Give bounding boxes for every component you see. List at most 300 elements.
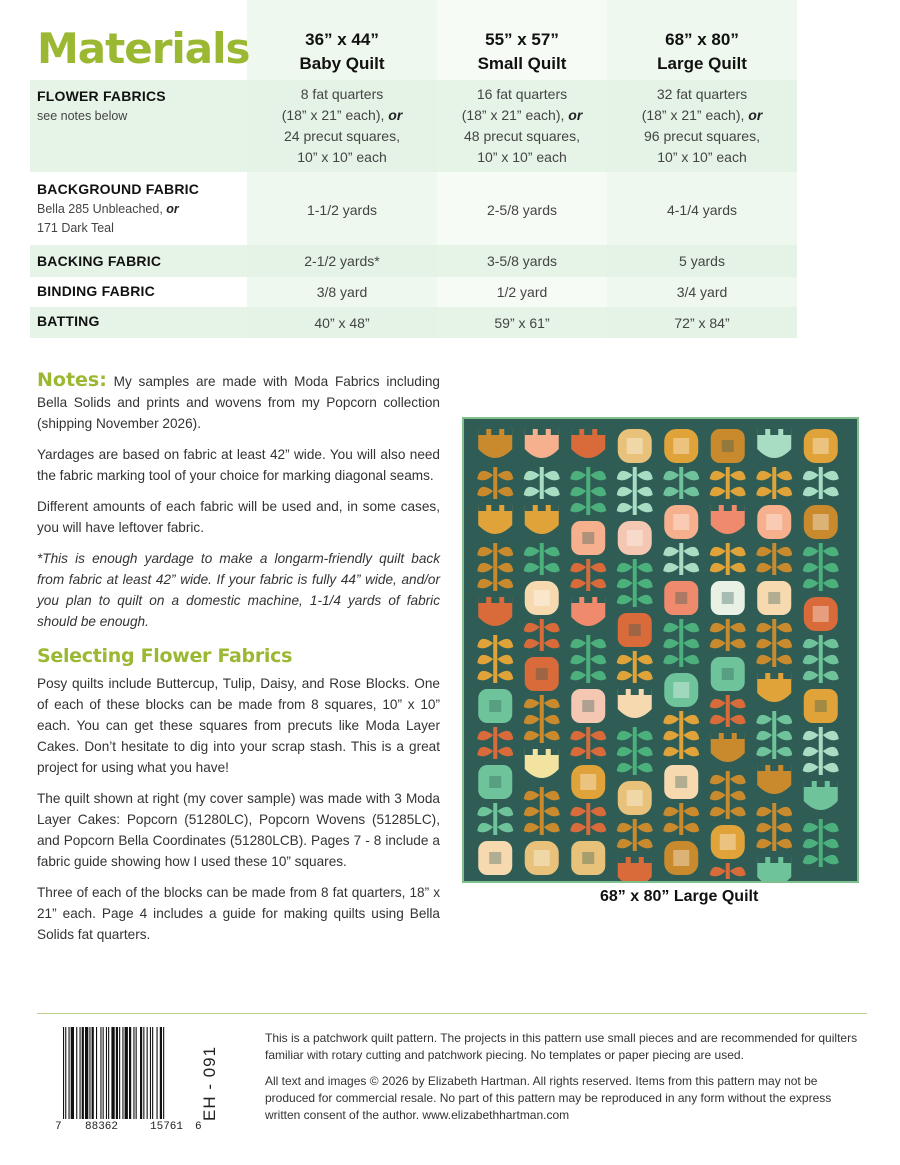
quilt-patch (803, 747, 819, 757)
quilt-patch (633, 667, 637, 683)
quilt-patch (477, 747, 493, 757)
quilt-patch (536, 668, 548, 680)
quilt-patch (710, 807, 726, 817)
quilt-patch (617, 763, 633, 773)
quilt-patch (633, 743, 637, 759)
quilt-patch (757, 765, 765, 771)
quilt-patch (803, 655, 819, 665)
column-size: 55” x 57” (485, 30, 559, 49)
quilt-patch (570, 671, 586, 681)
quilt-patch (757, 857, 765, 863)
quilt-patch (730, 715, 746, 725)
quilt-patch (803, 579, 819, 589)
quilt-patch (663, 563, 679, 573)
quilt-patch (590, 563, 606, 573)
barcode-bar (160, 1027, 162, 1119)
quilt-patch (597, 429, 605, 435)
quilt-patch (756, 487, 772, 497)
quilt-patch (633, 759, 637, 775)
cell-or: or (568, 107, 583, 123)
notes-section (37, 370, 440, 955)
quilt-patch (776, 715, 792, 725)
quilt-patch (776, 731, 792, 741)
column-header-small (427, 28, 617, 76)
quilt-patch (570, 579, 586, 589)
barcode-bar (119, 1027, 120, 1119)
quilt-patch (590, 807, 606, 817)
quilt-patch (722, 592, 734, 604)
quilt-patch (582, 852, 594, 864)
quilt-patch (726, 483, 730, 499)
quilt-patch (477, 639, 493, 649)
quilt-patch (726, 787, 730, 803)
quilt-patch (722, 668, 734, 680)
quilt-patch (617, 579, 633, 589)
quilt-patch (477, 823, 493, 833)
quilt-patch (803, 471, 819, 481)
cell-flower-large (607, 84, 797, 168)
quilt-patch (637, 655, 653, 665)
quilt-patch (819, 559, 823, 575)
quilt-patch (757, 429, 765, 435)
quilt-patch (683, 823, 699, 833)
quilt-patch (497, 671, 513, 681)
quilt-patch (819, 635, 823, 651)
quilt-patch (493, 727, 497, 743)
quilt-patch (497, 747, 513, 757)
quilt-patch (730, 563, 746, 573)
quilt-patch (524, 823, 540, 833)
barcode-digit: 6 (195, 1121, 202, 1133)
quilt-patch (617, 671, 633, 681)
quilt-patch (544, 487, 560, 497)
cell-or: or (388, 107, 403, 123)
barcode-bar (80, 1027, 81, 1119)
cell-binding-baby: 3/8 yard (316, 284, 368, 300)
quilt-patch (637, 471, 653, 481)
quilt-patch (497, 807, 513, 817)
quilt-patch (544, 731, 560, 741)
quilt-patch (730, 699, 746, 709)
quilt-patch (711, 733, 719, 739)
quilt-patch (783, 429, 791, 435)
footer-divider (37, 1013, 867, 1014)
cell-batting-large: 72” x 84” (674, 315, 730, 331)
barcode-bar (65, 1027, 66, 1119)
barcode-bar (157, 1027, 158, 1119)
quilt-patch (524, 699, 540, 709)
quilt-patch (637, 823, 653, 833)
quilt-patch (493, 467, 497, 483)
quilt-patch (776, 487, 792, 497)
quilt-patch (683, 715, 699, 725)
quilt-patch (776, 823, 792, 833)
quilt-patch (756, 547, 772, 557)
quilt-patch (586, 635, 590, 651)
cell-backing-large: 5 yards (679, 253, 725, 269)
quilt-patch (477, 671, 493, 681)
quilt-patch (830, 781, 838, 787)
quilt-patch (524, 731, 540, 741)
quilt-patch (724, 733, 732, 739)
quilt-patch (590, 471, 606, 481)
cell-backing-small: 3-5/8 yards (486, 253, 558, 269)
quilt-patch (722, 440, 734, 452)
quilt-patch (819, 851, 823, 867)
quilt-patch (525, 429, 533, 435)
quilt-patch (586, 483, 590, 499)
quilt-patch (683, 655, 699, 665)
quilt-patch (679, 727, 683, 743)
quilt-patch (803, 639, 819, 649)
notes-text: My samples are made with Moda Fabrics including Bella Solids and prints and wovens from my Popcorn collection (shipping November 2026). (37, 374, 440, 431)
barcode-digit: 7 (55, 1121, 62, 1133)
quilt-patch (803, 487, 819, 497)
quilt-patch (710, 547, 726, 557)
quilt-patch (679, 743, 683, 759)
quilt-patch (570, 563, 586, 573)
quilt-patch (663, 747, 679, 757)
quilt-patch (823, 563, 839, 573)
quilt-patch (497, 731, 513, 741)
quilt-patch (637, 579, 653, 589)
row-sub-text: 171 Dark Teal (37, 221, 114, 235)
quilt-patch (493, 743, 497, 759)
quilt-patch (823, 547, 839, 557)
quilt-patch (478, 505, 486, 511)
quilt-patch (772, 743, 776, 759)
quilt-patch (617, 823, 633, 833)
quilt-patch (586, 743, 590, 759)
quilt-patch (776, 639, 792, 649)
quilt-patch (730, 867, 746, 877)
quilt-patch (493, 559, 497, 575)
quilt-patch (819, 467, 823, 483)
cell-batting-baby: 40” x 48” (314, 315, 370, 331)
quilt-patch (590, 655, 606, 665)
quilt-patch (772, 651, 776, 667)
quilt-patch (776, 623, 792, 633)
quilt-patch (663, 639, 679, 649)
quilt-patch (819, 543, 823, 559)
quilt-patch (710, 791, 726, 801)
quilt-patch (823, 763, 839, 773)
quilt-patch (679, 559, 683, 575)
quilt-patch (772, 467, 776, 483)
quilt-patch (783, 765, 791, 771)
quilt-patch (637, 763, 653, 773)
quilt-patch (524, 547, 540, 557)
quilt-patch (803, 563, 819, 573)
cell-line: 10” x 10” each (657, 149, 747, 165)
quilt-patch (756, 715, 772, 725)
quilt-patch (663, 823, 679, 833)
quilt-patch (813, 606, 829, 622)
barcode-bar (133, 1027, 134, 1119)
quilt-patch (544, 823, 560, 833)
quilt-patch (633, 499, 637, 515)
quilt-patch (637, 595, 653, 605)
barcode-bar (96, 1027, 97, 1119)
quilt-patch (540, 543, 544, 559)
quilt-patch (683, 623, 699, 633)
quilt-patch (819, 743, 823, 759)
quilt-patch (663, 487, 679, 497)
column-size: 36” x 44” (305, 30, 379, 49)
quilt-patch (776, 655, 792, 665)
quilt-patch (776, 471, 792, 481)
quilt-patch (477, 547, 493, 557)
quilt-patch (756, 823, 772, 833)
quilt-patch (726, 635, 730, 651)
barcode-bar (136, 1027, 137, 1119)
quilt-patch (629, 624, 641, 636)
quilt-patch (477, 579, 493, 589)
quilt-patch (544, 791, 560, 801)
quilt-patch (540, 819, 544, 835)
quilt-patch (586, 467, 590, 483)
quilt-illustration (464, 419, 857, 881)
quilt-patch (776, 563, 792, 573)
quilt-patch (679, 543, 683, 559)
quilt-patch (637, 503, 653, 512)
row-label-binding: BINDING FABRIC (37, 283, 155, 299)
quilt-patch (823, 639, 839, 649)
quilt-patch (770, 857, 778, 863)
quilt-patch (710, 563, 726, 573)
quilt-patch (819, 651, 823, 667)
quilt-patch (586, 803, 590, 819)
quilt-patch (617, 595, 633, 605)
quilt-patch (570, 471, 586, 481)
cell-background-small: 2-5/8 yards (486, 202, 558, 218)
quilt-patch (525, 505, 533, 511)
quilt-patch (823, 671, 839, 681)
quilt-patch (590, 747, 606, 757)
quilt-patch (683, 639, 699, 649)
barcode-bar (152, 1027, 153, 1119)
cell-line: 16 fat quarters (476, 86, 568, 102)
quilt-patch (819, 727, 823, 743)
section-heading: Selecting Flower Fabrics (37, 645, 293, 667)
quilt-patch (597, 597, 605, 603)
barcode-bar (100, 1027, 101, 1119)
barcode-bar (147, 1027, 148, 1119)
quilt-patch (766, 514, 782, 530)
quilt-patch (534, 850, 550, 866)
quilt-patch (756, 731, 772, 741)
notes-paragraph: The quilt shown at right (my cover sample) was made with 3 Moda Layer Cakes: Popcorn (51280LC), Popcorn Wovens (51285LC), and Popcorn Bella Coordinates (51280LCB). Pages 7 - 8 include a fabric guide showing how I used these 10” squares. (37, 791, 440, 869)
row-sub-or: or (166, 202, 179, 216)
barcode-bar (108, 1027, 109, 1119)
quilt-patch (772, 543, 776, 559)
cell-text: (18” x 21” each), (641, 107, 749, 123)
quilt-patch (504, 429, 512, 435)
barcode-bar (71, 1027, 74, 1119)
quilt-patch (617, 471, 633, 481)
cell-line (427, 105, 617, 126)
quilt-patch (497, 639, 513, 649)
quilt-patch (737, 505, 745, 511)
quilt-patch (772, 803, 776, 819)
quilt-patch (633, 727, 637, 743)
quilt-patch (803, 671, 819, 681)
quilt-patch (679, 467, 683, 483)
quilt-patch (663, 715, 679, 725)
barcode-bar (125, 1027, 128, 1119)
quilt-patch (726, 711, 730, 727)
quilt-patch (815, 700, 827, 712)
quilt-patch (493, 667, 497, 683)
quilt-patch (551, 505, 559, 511)
barcode-digit: 15761 (150, 1121, 184, 1133)
cell-batting-small: 59” x 61” (494, 315, 550, 331)
quilt-patch (497, 823, 513, 833)
quilt-patch (776, 807, 792, 817)
quilt-patch (756, 747, 772, 757)
quilt-patch (534, 590, 550, 606)
quilt-patch (489, 852, 501, 864)
row-sub-text: Bella 285 Unbleached, (37, 202, 167, 216)
quilt-patch (679, 803, 683, 819)
quilt-patch (633, 651, 637, 667)
quilt-patch (540, 635, 544, 651)
quilt-patch (618, 857, 626, 863)
quilt-patch (770, 765, 778, 771)
quilt-patch (582, 700, 594, 712)
quilt-patch (540, 727, 544, 743)
column-size: 68” x 80” (665, 30, 739, 49)
quilt-patch (673, 514, 689, 530)
quilt-patch (497, 487, 513, 497)
column-header-large (607, 28, 797, 76)
quilt-patch (637, 487, 653, 497)
quilt-patch (675, 592, 687, 604)
quilt-patch (683, 547, 699, 557)
quilt-patch (683, 471, 699, 481)
quilt-patch (756, 471, 772, 481)
quilt-patch (477, 487, 493, 497)
quilt-patch (637, 839, 653, 849)
quilt-patch (570, 823, 586, 833)
quilt-patch (551, 429, 559, 435)
barcode-bar (92, 1027, 94, 1119)
barcode-bar (143, 1027, 144, 1119)
quilt-patch (673, 682, 689, 698)
quilt-patch (637, 747, 653, 757)
quilt-patch (720, 834, 736, 850)
quilt-patch (679, 711, 683, 727)
quilt-patch (633, 559, 637, 575)
quilt-patch (803, 839, 819, 849)
quilt-patch (631, 857, 639, 863)
quilt-patch (478, 429, 486, 435)
cell-text: (18” x 21” each), (281, 107, 389, 123)
quilt-patch (663, 547, 679, 557)
quilt-patch (580, 774, 596, 790)
quilt-patch (783, 673, 791, 679)
pattern-sku: EH - 091 (200, 1045, 219, 1121)
quilt-patch (489, 700, 501, 712)
quilt-patch (582, 532, 594, 544)
quilt-patch (772, 819, 776, 835)
quilt-patch (637, 731, 653, 741)
quilt-patch (540, 559, 544, 575)
quilt-patch (726, 863, 730, 879)
quilt-patch (540, 711, 544, 727)
quilt-patch (590, 671, 606, 681)
quilt-patch (590, 823, 606, 833)
quilt-patch (584, 429, 592, 435)
quilt-patch (617, 487, 633, 497)
quilt-patch (525, 749, 533, 755)
quilt-patch (590, 487, 606, 497)
quilt-patch (544, 807, 560, 817)
quilt-patch (627, 438, 643, 454)
quilt-patch (493, 575, 497, 591)
quilt-patch (493, 803, 497, 819)
quilt-patch (776, 839, 792, 849)
quilt-patch (803, 763, 819, 773)
quilt-patch (710, 639, 726, 649)
cell-line: 96 precut squares, (644, 128, 760, 144)
quilt-patch (524, 639, 540, 649)
quilt-patch (478, 597, 486, 603)
quilt-patch (730, 775, 746, 785)
quilt-patch (756, 839, 772, 849)
row-sub-background (37, 200, 179, 238)
quilt-patch (776, 547, 792, 557)
quilt-image (462, 417, 859, 883)
barcode-bars (63, 1027, 208, 1127)
quilt-patch (586, 559, 590, 575)
footer-description: This is a patchwork quilt pattern. The projects in this pattern use small pieces and are recommended for quilters familiar with rotary cutting and patchwork piecing. No templates or paper piecing are used. (265, 1031, 858, 1062)
quilt-patch (730, 623, 746, 633)
cell-backing-baby: 2-1/2 yards* (304, 253, 380, 269)
barcode-bar (150, 1027, 151, 1119)
quilt-patch (590, 639, 606, 649)
quilt-patch (683, 747, 699, 757)
quilt-patch (813, 438, 829, 454)
quilt-patch (586, 651, 590, 667)
quilt-patch (772, 711, 776, 727)
cell-flower-small (427, 84, 617, 168)
column-name: Large Quilt (657, 54, 747, 73)
quilt-patch (586, 819, 590, 835)
quilt-patch (803, 547, 819, 557)
notes-paragraph (37, 370, 440, 434)
row-label-batting: BATTING (37, 313, 100, 329)
quilt-patch (477, 563, 493, 573)
quilt-patch (768, 592, 780, 604)
barcode-bar (82, 1027, 84, 1119)
quilt-patch (770, 673, 778, 679)
quilt-patch (570, 731, 586, 741)
quilt-patch (551, 749, 559, 755)
quilt-patch (633, 591, 637, 607)
quilt-patch (627, 530, 643, 546)
quilt-patch (819, 759, 823, 775)
quilt-patch (823, 731, 839, 741)
cell-line: 8 fat quarters (300, 86, 384, 102)
quilt-patch (663, 807, 679, 817)
quilt-patch (637, 563, 653, 573)
barcode-bar (85, 1027, 88, 1119)
column-name: Baby Quilt (299, 54, 385, 73)
quilt-patch (756, 623, 772, 633)
column-header-baby (247, 28, 437, 76)
quilt-patch (772, 559, 776, 575)
